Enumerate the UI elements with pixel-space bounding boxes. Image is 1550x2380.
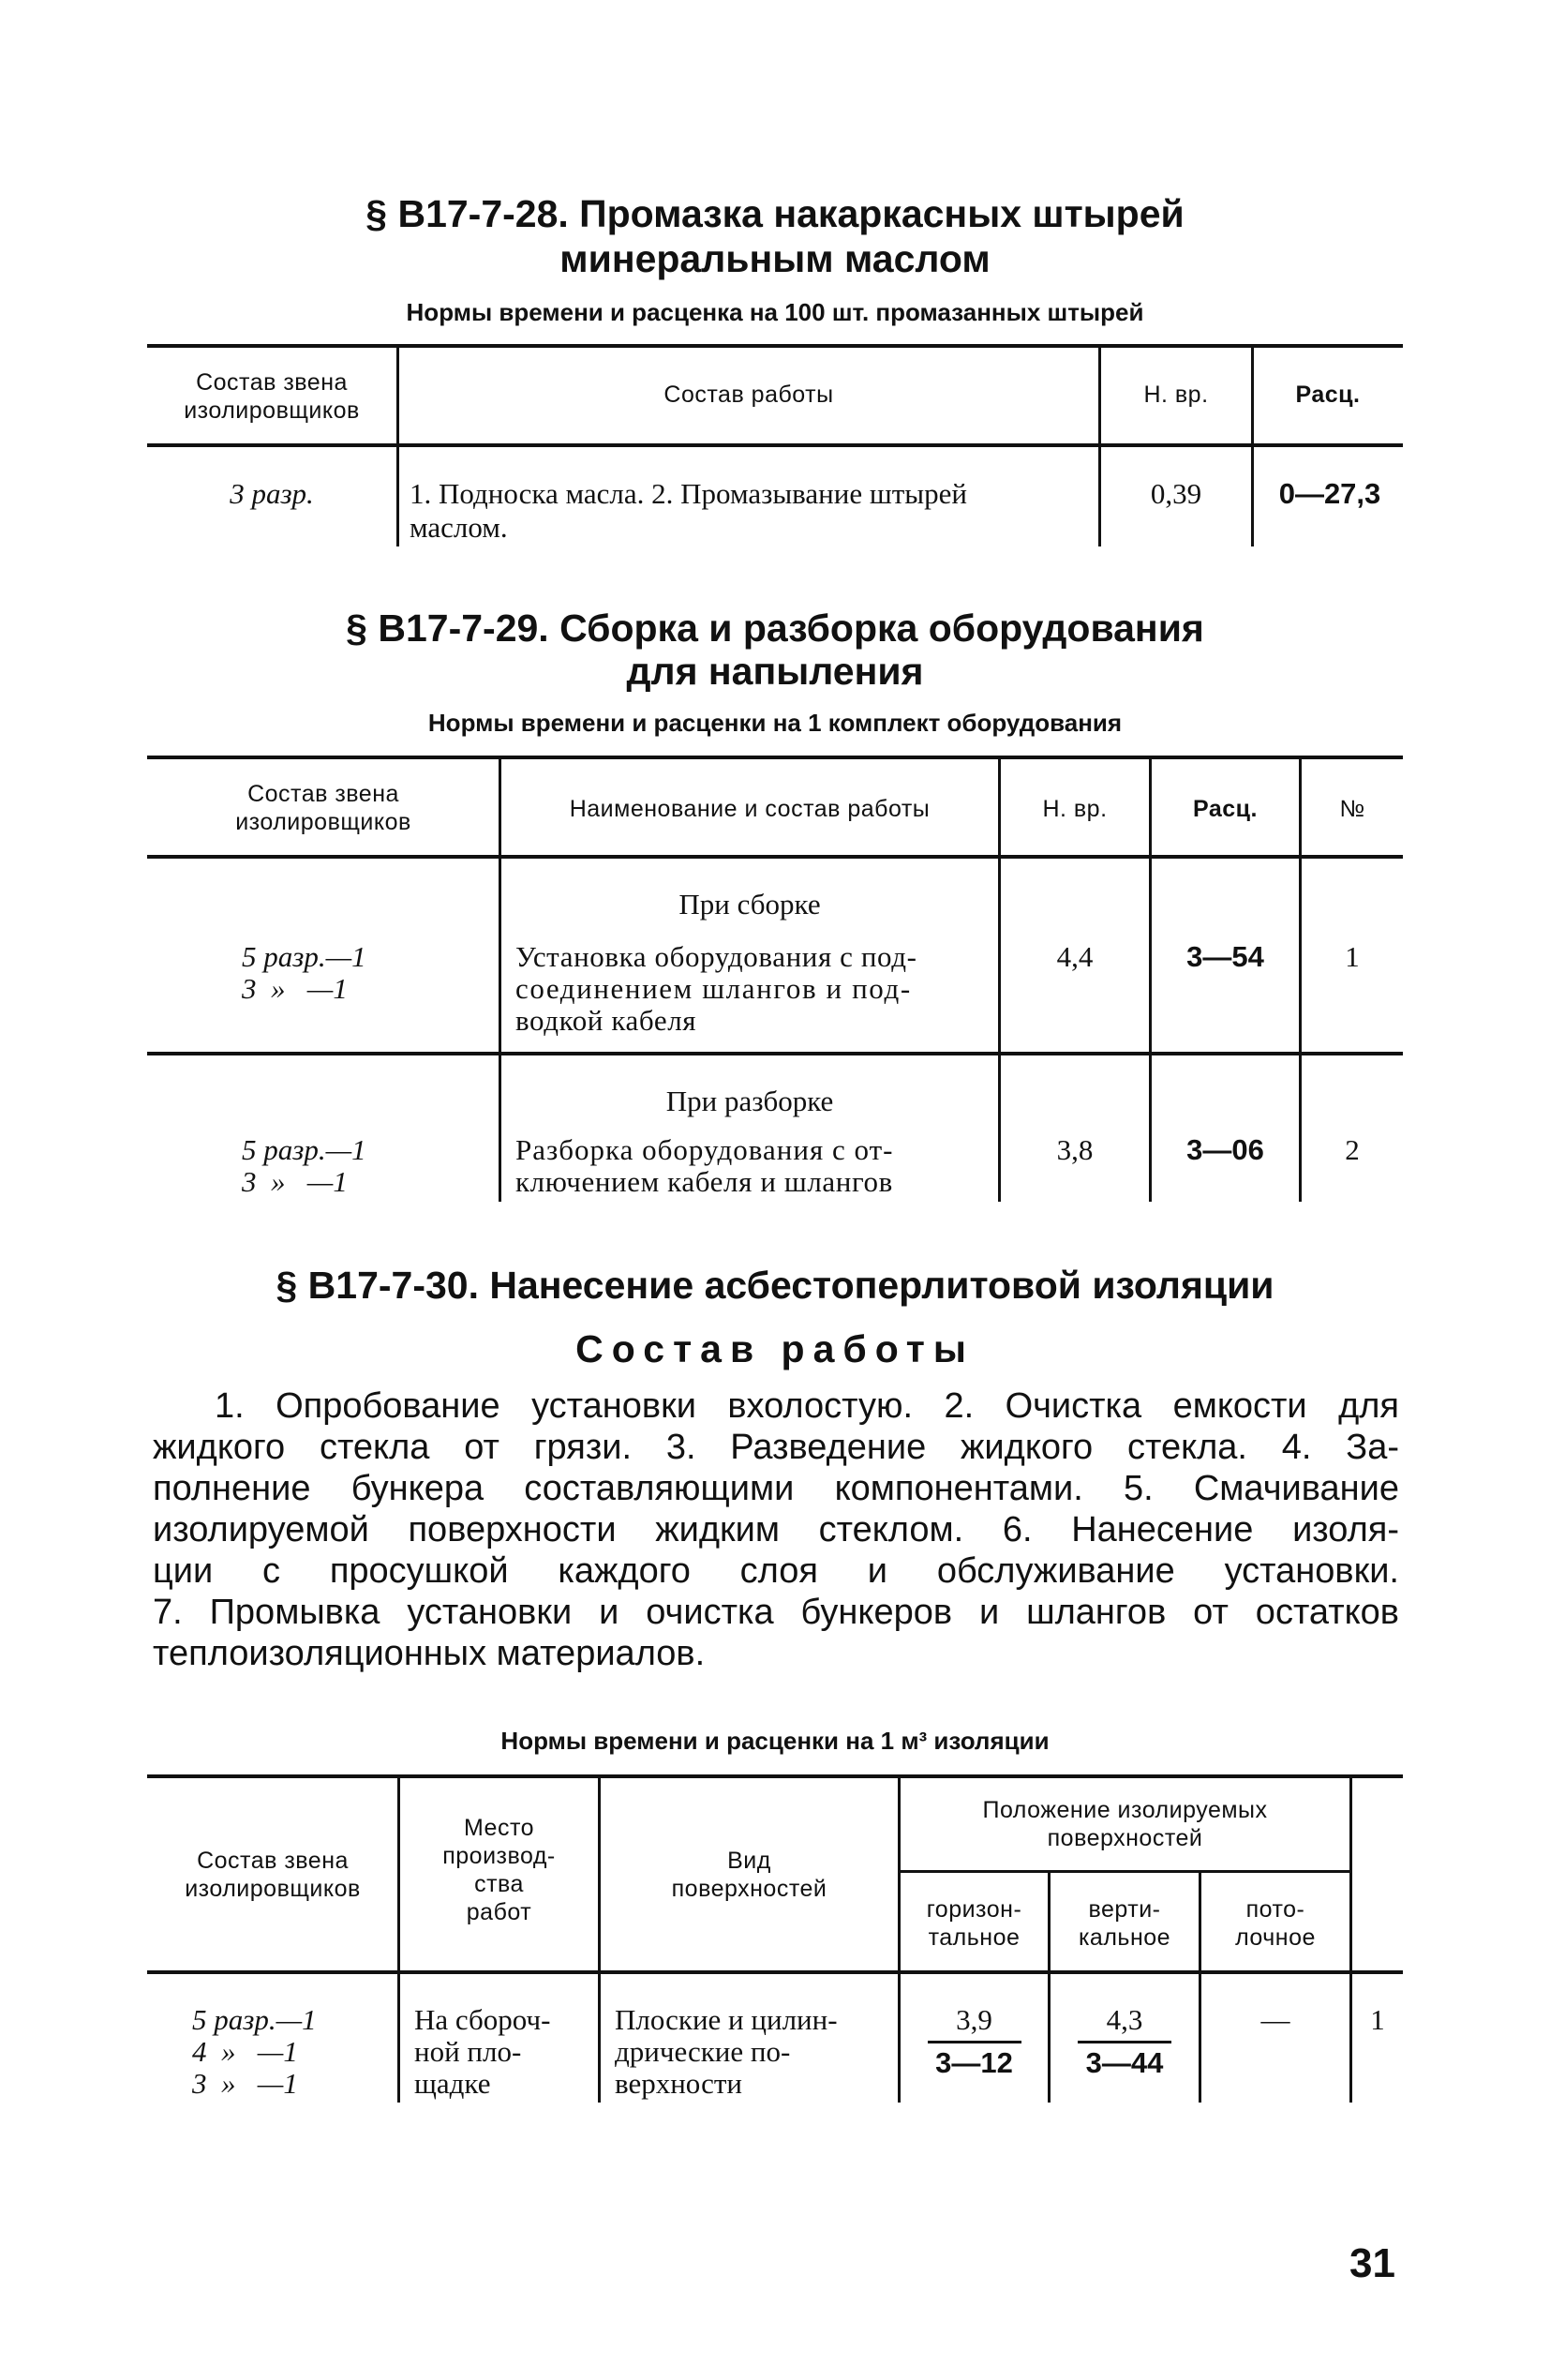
table-2-row1-rate: 3—54 bbox=[1186, 940, 1264, 973]
section-3-subtitle: Состав работы bbox=[575, 1327, 975, 1370]
table-2-row2-subheading: При разборке bbox=[665, 1085, 834, 1117]
paragraph-line: теплоизоляционных материалов. bbox=[153, 1634, 706, 1673]
table-3-place-line1: На сбороч- bbox=[414, 2003, 551, 2036]
table-3-header-ceiling: пото- лочное bbox=[1235, 1896, 1316, 1951]
table-3-header-position: Положение изолируемых поверхностей bbox=[982, 1797, 1268, 1851]
table-1-col-divider bbox=[396, 344, 399, 546]
paragraph-line: изолируемой поверхности жидким стеклом. 6. Нанесение изоля- bbox=[153, 1510, 1399, 1549]
table-1-header-rate: Расц. bbox=[1295, 382, 1361, 408]
paragraph-line: ции с просушкой каждого слоя и обслуживание установки. bbox=[153, 1551, 1399, 1591]
section-2-title-line1: § В17-7-29. Сборка и разборка оборудования bbox=[346, 606, 1204, 650]
table-3-horizontal-time: 3,9 bbox=[956, 2003, 992, 2036]
table-3-col-divider bbox=[1349, 1774, 1352, 2103]
table-3-header-surface: Вид поверхностей bbox=[671, 1848, 827, 1902]
table-2-row1-work-line3: водкой кабеля bbox=[515, 1004, 697, 1037]
table-3-horizontal-rate: 3—12 bbox=[935, 2046, 1013, 2079]
table-1-header-crew: Состав звена изолировщиков bbox=[184, 369, 360, 424]
table-3-subheader-rule bbox=[898, 1870, 1349, 1873]
table-1-header-rule bbox=[147, 443, 1403, 447]
section-2-title-line2: для напыления bbox=[626, 650, 924, 693]
section-1-title-line1: § В17-7-28. Промазка накаркасных штырей bbox=[365, 192, 1185, 235]
table-1-header-time: Н. вр. bbox=[1143, 382, 1209, 408]
table-3-vertical-time: 4,3 bbox=[1106, 2003, 1143, 2036]
section-1-norms-caption: Нормы времени и расценка на 100 шт. промазанных штырей bbox=[406, 298, 1144, 326]
table-2-row2-time: 3,8 bbox=[1056, 1133, 1094, 1166]
table-3-vertical-fraction-bar bbox=[1078, 2041, 1171, 2043]
table-2-top-rule bbox=[147, 756, 1403, 759]
table-2-row1-work-line2: соединением шлангов и под- bbox=[515, 972, 912, 1005]
table-2-header-time: Н. вр. bbox=[1042, 796, 1108, 822]
paragraph-line: полнение бункера составляющими компонентами. 5. Смачивание bbox=[153, 1469, 1399, 1508]
table-3-horizontal-fraction-bar bbox=[928, 2041, 1021, 2043]
table-1-col-divider bbox=[1251, 344, 1254, 546]
table-3-header-crew: Состав звена изолировщиков bbox=[185, 1848, 361, 1902]
table-3-ceiling-value: — bbox=[1260, 2003, 1290, 2036]
table-2-row2-rate: 3—06 bbox=[1186, 1133, 1264, 1166]
table-3-surface-line3: верхности bbox=[615, 2067, 742, 2100]
table-3-num: 1 bbox=[1370, 2003, 1385, 2036]
table-2-row2-work-line1: Разборка оборудования с от- bbox=[515, 1133, 894, 1166]
table-1-col-divider bbox=[1098, 344, 1101, 546]
table-2-header-crew: Состав звена изолировщиков bbox=[235, 781, 411, 835]
table-3-header-rule bbox=[147, 1970, 1403, 1974]
section-3-norms-caption: Нормы времени и расценки на 1 м³ изоляции bbox=[500, 1727, 1050, 1755]
table-1-header-work: Состав работы bbox=[663, 382, 834, 408]
table-3-surface-line1: Плоские и цилин- bbox=[615, 2003, 838, 2036]
table-3-place-line3: щадке bbox=[414, 2067, 491, 2100]
table-1-crew: 3 разр. bbox=[230, 477, 314, 510]
table-2-row1-subheading: При сборке bbox=[678, 888, 821, 921]
table-1-top-rule bbox=[147, 344, 1403, 348]
table-2-row1-crew-line2: 3 » —1 bbox=[242, 972, 348, 1005]
table-3-place-line2: ной пло- bbox=[414, 2035, 522, 2068]
table-2-header-num: № bbox=[1339, 796, 1365, 822]
paragraph-line: жидкого стекла от грязи. 3. Разведение жидкого стекла. 4. За- bbox=[153, 1428, 1399, 1467]
table-3-col-divider bbox=[598, 1774, 601, 2103]
table-2-row1-time: 4,4 bbox=[1056, 940, 1094, 973]
page-number: 31 bbox=[1349, 2240, 1395, 2286]
table-3-crew-line3: 3 » —1 bbox=[192, 2067, 298, 2100]
section-1-title-line2: минеральным маслом bbox=[559, 237, 991, 280]
paragraph-line: 7. Промывка установки и очистка бункеров и шлангов от остатков bbox=[153, 1593, 1399, 1632]
section-3-title: § В17-7-30. Нанесение асбестоперлитовой изоляции bbox=[276, 1264, 1274, 1307]
table-1-work-line1: 1. Подноска масла. 2. Промазывание штырей bbox=[410, 477, 967, 510]
table-3-crew-line2: 4 » —1 bbox=[192, 2035, 298, 2068]
paragraph-line: 1. Опробование установки вхолостую. 2. Очистка емкости для bbox=[215, 1386, 1399, 1426]
table-2-header-work: Наименование и состав работы bbox=[569, 796, 931, 822]
table-2-row2-num: 2 bbox=[1345, 1133, 1360, 1166]
table-3-top-rule bbox=[147, 1774, 1403, 1778]
table-1-rate: 0—27,3 bbox=[1278, 477, 1381, 510]
table-2-row2-crew-line2: 3 » —1 bbox=[242, 1165, 348, 1198]
table-2-row1-num: 1 bbox=[1345, 940, 1360, 973]
section-2-norms-caption: Нормы времени и расценки на 1 комплект оборудования bbox=[427, 709, 1123, 737]
table-2-header-rule bbox=[147, 855, 1403, 859]
table-2-row1-crew-line1: 5 разр.—1 bbox=[242, 940, 366, 973]
table-3-crew-line1: 5 разр.—1 bbox=[192, 2003, 317, 2036]
table-2-row2-crew-line1: 5 разр.—1 bbox=[242, 1133, 366, 1166]
table-3-header-vertical: верти- кальное bbox=[1078, 1896, 1171, 1951]
table-2-header-rate: Расц. bbox=[1193, 796, 1258, 822]
table-3-header-place: Место производ- ства работ bbox=[442, 1815, 556, 1925]
table-2-row1-work-line1: Установка оборудования с под- bbox=[515, 940, 917, 973]
table-2-row2-work-line2: ключением кабеля и шлангов bbox=[515, 1165, 893, 1198]
table-1-time: 0,39 bbox=[1150, 477, 1202, 510]
table-1-work-line2: маслом. bbox=[410, 511, 508, 544]
table-2-row-rule bbox=[147, 1052, 1403, 1055]
table-3-surface-line2: дрические по- bbox=[615, 2035, 791, 2068]
table-3-header-horizontal: горизон- тальное bbox=[926, 1896, 1022, 1951]
table-3-vertical-rate: 3—44 bbox=[1085, 2046, 1164, 2079]
